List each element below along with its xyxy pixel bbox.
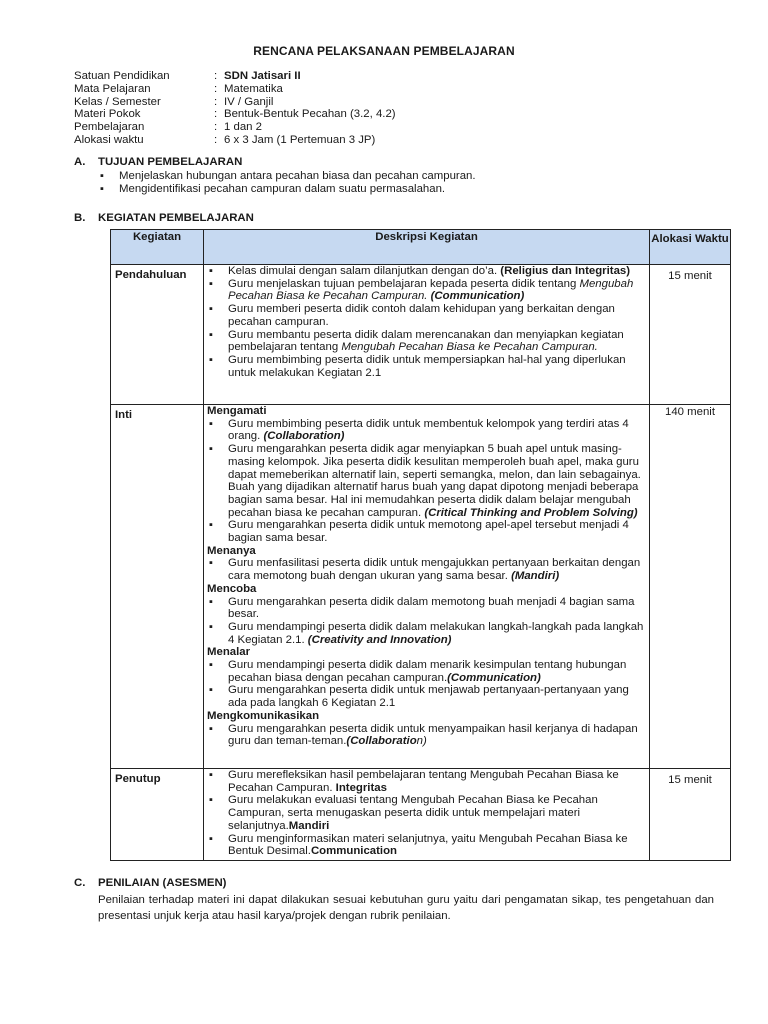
activity-subheading: Menalar [207,646,251,659]
activity-description [204,265,650,405]
activity-list [207,596,645,647]
identity-table [74,70,396,147]
activity-item [207,265,645,278]
activity-text: Guru mendampingi peserta didik dalam melakukan langkah-langkah pada langkah 4 Kegiatan 2.1. [228,620,644,646]
header-kegiatan: Kegiatan [111,230,204,265]
section-a-title: TUJUAN PEMBELAJARAN [98,156,243,168]
section-c-title: PENILAIAN (ASESMEN) [98,877,227,889]
activity-text: (Creativity and Innovation) [307,633,452,646]
activities-table [110,229,731,861]
activity-text: Guru melakukan evaluasi tentang Mengubah Pecahan Biasa ke Pecahan Campuran, serta menugaskan peserta didik untuk mempelajari materi selanjutnya. [228,794,598,832]
activity-item [207,354,645,379]
activity-text: Guru menjelaskan tujuan pembelajaran kepada peserta didik tentang [228,277,580,290]
identity-value: Bentuk-Bentuk Pecahan (3.2, 4.2) [224,108,396,121]
activity-item [207,557,645,582]
activity-item [207,621,645,646]
identity-label: Mata Pelajaran [74,82,151,95]
activity-duration: 15 menit [650,769,731,861]
activity-description [204,769,650,861]
activity-text: (Collaboration) [263,430,345,443]
activity-text: Mandiri [288,819,330,832]
activity-text: (Collaboratio [346,735,417,748]
activity-text: Kelas dimulai dengan salam dilanjutkan dengan do’a. [228,265,501,277]
identity-colon: : [214,70,218,82]
activity-text: Guru menginformasikan materi selanjutnya, yaitu Mengubah Pecahan Biasa ke Bentuk Desimal. [228,832,628,858]
activity-duration: 15 menit [650,265,731,405]
activity-text: n) [416,735,427,748]
activity-text: (Religius dan Integritas) [500,265,631,277]
section-b-heading [74,212,254,224]
identity-colon: : [214,133,218,146]
activity-list [207,265,645,379]
activity-item [207,769,645,794]
identity-colon: : [214,95,218,108]
identity-row [74,134,396,147]
activity-row [111,265,731,405]
activity-item [207,794,645,832]
activity-text: Guru memberi peserta didik contoh dalam kehidupan yang berkaitan dengan pecahan campuran. [228,303,615,328]
activity-list [207,769,645,858]
activity-phase: Pendahuluan [111,265,204,405]
activity-item [207,278,645,303]
header-waktu: Alokasi Waktu [650,230,731,265]
identity-colon: : [214,82,218,95]
section-a-heading [74,156,242,168]
activity-text: Guru mengarahkan peserta didik agar menyiapkan 5 buah apel untuk masing-masing kelompok. Jika peserta didik kesulitan memperoleh buah apel, maka guru dapat memeberikan alternatif lain, seperti semangka, melon, dan lain sebagainya. Buah yang dijadikan alternatif harus buah yang dapat dipotong menjadi beberapa bagian sama besar. Hal ini memudahkan peserta didik dalam belajar mengubah pecahan biasa ke pecahan campuran. [228,443,641,519]
activity-subheading: Mengamati [207,405,267,417]
activity-list [207,723,645,748]
page-title: RENCANA PELAKSANAAN PEMBELAJARAN [253,44,515,58]
activity-text: Guru mengarahkan peserta didik untuk memotong apel-apel tersebut menjadi 4 bagian sama besar. [228,519,629,545]
activity-phase: Penutup [111,769,204,861]
identity-colon: : [214,121,218,134]
activity-text: Guru merefleksikan hasil pembelajaran tentang Mengubah Pecahan Biasa ke Pecahan Campuran. [228,769,619,794]
assessment-text: Penilaian terhadap materi ini dapat dilakukan sesuai kebutuhan guru yaitu dari pengamatan sikap, tes pengetahuan dan presentasi unjuk kerja atau hasil karya/projek dengan rubrik penilaian. [98,894,714,922]
identity-value: 6 x 3 Jam (1 Pertemuan 3 JP) [224,133,376,146]
section-a-letter: A. [74,156,86,168]
activity-item [207,303,645,328]
header-deskripsi: Deskripsi Kegiatan [204,230,650,265]
section-b-title: KEGIATAN PEMBELAJARAN [98,212,254,224]
activity-description [204,405,650,769]
section-b-letter: B. [74,212,86,224]
activity-item [207,659,645,684]
activity-list [207,659,645,710]
activity-row [111,769,731,861]
activity-item [207,443,645,519]
objective-item: ▪ Mengidentifikasi pecahan campuran dalam suatu permasalahan. [98,183,658,196]
activity-list [207,557,645,582]
identity-row [74,96,396,109]
activity-item [207,329,645,354]
identity-value: Matematika [224,82,283,95]
identity-label: Kelas / Semester [74,95,161,108]
activity-duration: 140 menit [650,405,731,769]
activity-item [207,833,645,858]
section-c-heading [74,877,226,889]
identity-row [74,70,396,83]
activity-item [207,418,645,443]
activity-text: Guru membimbing peserta didik untuk mempersiapkan hal-hal yang diperlukan untuk melakukan Kegiatan 2.1 [228,353,626,379]
identity-value: 1 dan 2 [224,121,263,134]
activity-text: (Critical Thinking and Problem Solving) [424,506,638,519]
identity-label: Alokasi waktu [74,133,144,146]
identity-row [74,83,396,96]
activity-row [111,405,731,769]
identity-label: Materi Pokok [74,108,141,121]
activity-text: Mengubah Pecahan Biasa ke Pecahan Campuran. [341,341,598,354]
activity-subheading: Menanya [207,544,256,557]
activity-text: (Communication) [430,290,525,303]
identity-colon: : [214,108,218,121]
activity-text: (Communication) [447,671,541,684]
activity-text: Guru menfasilitasi peserta didik untuk mengajukkan pertanyaan berkaitan dengan cara memotong buah dengan ukuran yang sama besar. [228,557,641,583]
activity-item [207,596,645,621]
activity-list [207,418,645,545]
activity-text: Communication [310,845,398,858]
activity-text: Guru mengarahkan peserta didik untuk menjawab pertanyaan-pertanyaan yang ada pada langkah 6 Kegiatan 2.1 [228,684,629,710]
identity-row [74,108,396,121]
activity-text: (Mandiri) [511,570,560,583]
identity-value: SDN Jatisari II [224,70,301,82]
activity-text: Guru mendampingi peserta didik dalam menarik kesimpulan tentang hubungan pecahan biasa dengan pecahan campuran. [228,659,627,684]
section-c-letter: C. [74,877,86,889]
objective-item: ▪ Menjelaskan hubungan antara pecahan biasa dan pecahan campuran. [98,170,658,183]
activity-item [207,519,645,544]
activity-text: Integritas [335,781,387,794]
activity-text: Mengubah Pecahan Biasa ke Pecahan Campuran. [228,277,634,303]
identity-value: IV / Ganjil [224,95,274,108]
activity-text: Guru membantu peserta didik dalam merencanakan dan menyiapkan kegiatan pembelajaran tentang [228,328,624,354]
learning-objectives-list [98,170,658,195]
activity-subheading: Mencoba [207,582,257,595]
activity-text: Guru membimbing peserta didik untuk membentuk kelompok yang terdiri atas 4 orang. [228,417,629,443]
activity-text: Guru mengarahkan peserta didik dalam memotong buah menjadi 4 bagian sama besar. [228,595,635,621]
identity-label: Satuan Pendidikan [74,70,170,82]
activity-phase: Inti [111,405,204,769]
activity-item [207,684,645,709]
activity-text: Guru mengarahkan peserta didik untuk menyampaikan hasil kerjanya di hadapan guru dan teman-teman. [228,722,638,748]
identity-label: Pembelajaran [74,121,145,134]
activity-item [207,723,645,748]
identity-row [74,121,396,134]
activity-subheading: Mengkomunikasikan [207,709,320,722]
